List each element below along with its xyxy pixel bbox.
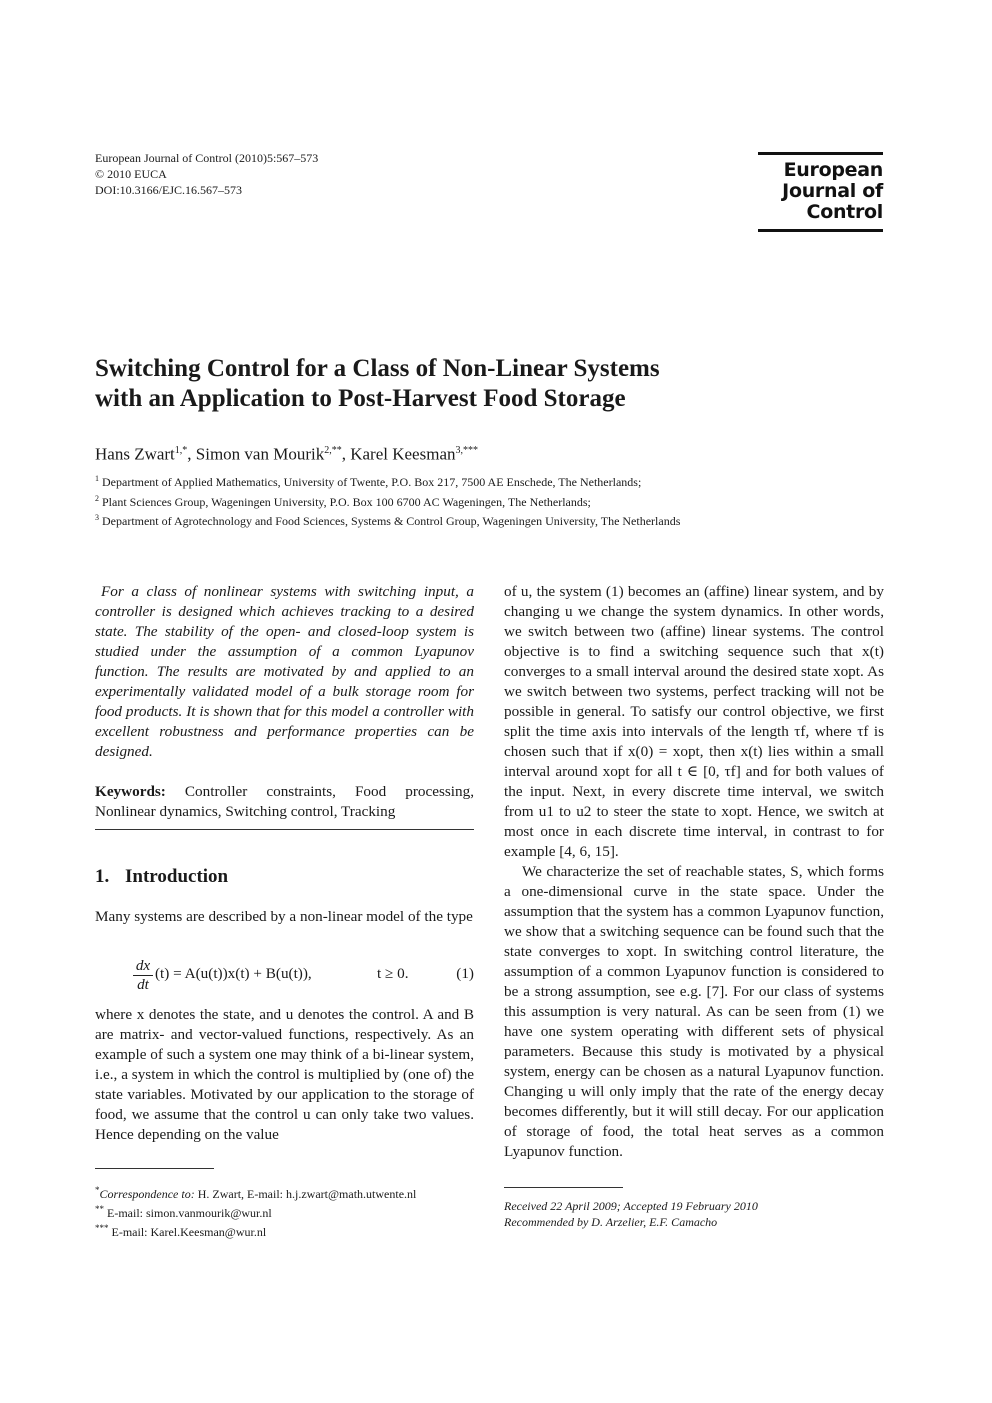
equation-condition: t ≥ 0.: [377, 965, 409, 982]
keywords-label: Keywords:: [95, 783, 166, 800]
equation-number: (1): [456, 965, 474, 982]
author-separator: ,: [187, 444, 196, 464]
received-dates: Received 22 April 2009; Accepted 19 February 2010: [504, 1199, 758, 1213]
recommended-by: Recommended by D. Arzelier, E.F. Camacho: [504, 1215, 718, 1229]
author-mark: 3,***: [455, 445, 478, 456]
keywords-text: Controller constraints, Food processing, Nonlinear dynamics, Switching control, Tracking: [95, 783, 474, 820]
journal-logo: [758, 152, 883, 232]
journal-header: [95, 150, 318, 198]
affiliations: [95, 471, 680, 530]
author-mark: 2,**: [324, 445, 342, 456]
fraction-numerator: dx: [133, 957, 153, 976]
right-column-body: [504, 582, 884, 1162]
equation-rhs: (t) = A(u(t))x(t) + B(u(t)),: [155, 965, 312, 982]
author-name: Karel Keesman: [350, 444, 456, 464]
section-heading: [95, 866, 228, 888]
footnote: [95, 1183, 416, 1202]
fraction-denominator: dt: [137, 976, 149, 993]
logo-line-2: Journal of: [782, 180, 883, 202]
footnote-text: E-mail: simon.vanmourik@wur.nl: [104, 1206, 272, 1220]
footnote-mark: ***: [95, 1223, 109, 1233]
affiliation: [95, 471, 680, 491]
author-separator: ,: [341, 444, 351, 464]
footnote: [95, 1221, 416, 1240]
affiliation: [95, 510, 680, 530]
intro-paragraph: Many systems are described by a non-linear model of the type: [95, 908, 473, 925]
footnote-label: Correspondence to:: [99, 1187, 195, 1201]
citation: European Journal of Control (2010)5:567–573: [95, 151, 319, 165]
footnote-divider: [95, 1168, 214, 1169]
logo-line-3: Control: [806, 201, 883, 223]
footnotes: [95, 1183, 416, 1240]
equation-1: [95, 957, 474, 997]
section-title: Introduction: [125, 866, 229, 887]
affiliation-text: Department of Applied Mathematics, University of Twente, P.O. Box 217, 7500 AE Enschede, The Netherlands;: [102, 475, 642, 489]
footnote-mark: *: [95, 1185, 100, 1195]
section-number: 1.: [95, 866, 110, 887]
affiliation: [95, 491, 680, 511]
received-info: [504, 1198, 758, 1230]
abstract: For a class of nonlinear systems with switching input, a controller is designed which achieves tracking to a desired state. The stability of the open- and closed-loop system is studied under the assumption of a common Lyapunov function. The results are motivated by and applied to an experimentally validated model of a bulk storage room for food products. It is shown that for this model a controller with excellent robustness and performance properties can be designed.: [95, 583, 474, 760]
author-list: [95, 440, 478, 466]
affiliation-number: 3: [95, 513, 99, 522]
footnote: [95, 1202, 416, 1221]
footnote-text: E-mail: Karel.Keesman@wur.nl: [108, 1225, 267, 1239]
received-divider: [504, 1187, 623, 1188]
logo-line-1: European: [783, 159, 883, 181]
paper-title: [95, 354, 795, 414]
affiliation-number: 1: [95, 474, 99, 483]
affiliation-text: Department of Agrotechnology and Food Sciences, Systems & Control Group, Wageningen University, The Netherlands: [102, 514, 681, 528]
keywords-divider: [95, 829, 474, 830]
author-name: Hans Zwart: [95, 444, 175, 464]
copyright: © 2010 EUCA: [95, 167, 167, 181]
body-paragraph: where x denotes the state, and u denotes the control. A and B are matrix- and vector-valued functions, respectively. As an example of such a system one may think of a bi-linear system, i.e., a system in which the control is multiplied by (one of) the state variables. Motivated by our application to the storage of food, we assume that the control u can only take two values. Hence depending on the value: [95, 1006, 474, 1143]
keywords: [95, 782, 474, 822]
affiliation-number: 2: [95, 493, 99, 503]
footnote-mark: **: [95, 1204, 104, 1214]
doi: DOI:10.3166/EJC.16.567–573: [95, 183, 242, 197]
body-paragraph: We characterize the set of reachable states, S, which forms a one-dimensional curve in the state space. Under the assumption that the system has a common Lyapunov function, we show that a switching sequence can be found such that the state converges to xopt. In switching control literature, the assumption of a common Lyapunov function is considered to be a strong assumption, see e.g. [7]. For our class of systems this assumption is very natural. As can be seen from (1) we have one system operating with different sets of physical parameters. Because this study is motivated by a physical system, energy can be chosen as a natural Lyapunov function. Changing u will only imply that the rate of the energy decay becomes differently, but it will still decay. For our application of storage of food, the total heat serves as a common Lyapunov function.: [504, 863, 884, 1160]
title-line-1: Switching Control for a Class of Non-Linear Systems: [95, 355, 660, 382]
author-name: Simon van Mourik: [195, 444, 325, 464]
title-line-2: with an Application to Post-Harvest Food Storage: [95, 385, 626, 412]
body-paragraph: of u, the system (1) becomes an (affine) linear system, and by changing u we change the system dynamics. In other words, we switch between two (affine) linear systems. The control objective is to find a switching sequence such that x(t) converges to a small interval around the desired state xopt. As we switch between two systems, perfect tracking will not be possible in general. To satisfy our control objective, we first split the time axis into intervals of the length τf, where τf is chosen such that if x(0) = xopt, then x(t) lies within a small interval around xopt for all t ∈ [0, τf] and for both values of the input. Next, in every discrete time interval, we switch from u1 to u2 to steer the state to xopt. Hence, we switch at most once in each discrete time interval, in contrast to for example [4, 6, 15].: [504, 583, 884, 860]
footnote-text: H. Zwart, E-mail: h.j.zwart@math.utwente.nl: [194, 1187, 417, 1201]
derivative-fraction: [133, 957, 153, 994]
author-mark: 1,*: [174, 445, 188, 456]
affiliation-text: Plant Sciences Group, Wageningen University, P.O. Box 100 6700 AC Wageningen, The Netherlands;: [102, 494, 591, 509]
